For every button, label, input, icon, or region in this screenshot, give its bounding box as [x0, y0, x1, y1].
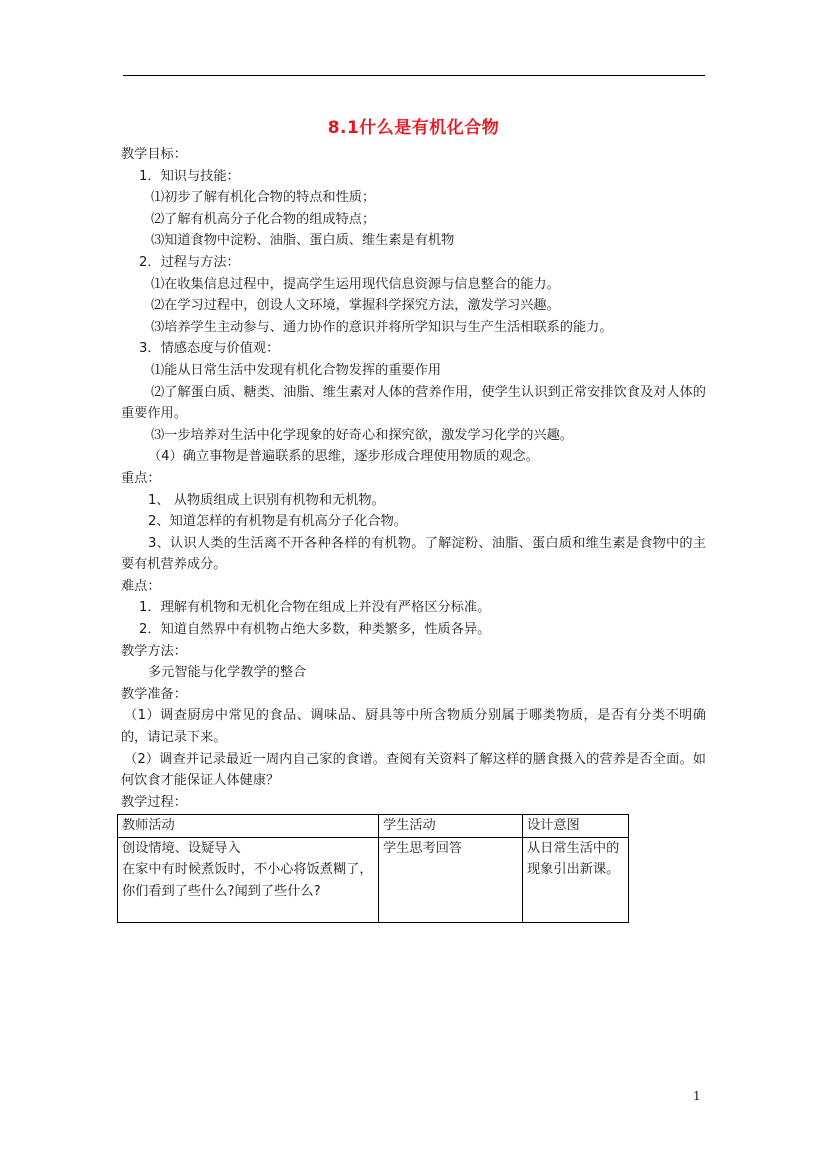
- process-item: ⑶培养学生主动参与、通力协作的意识并将所学知识与生产生活相联系的能力。: [151, 319, 613, 335]
- emotion-item: ⑵了解蛋白质、糖类、油脂、维生素对人体的营养作用，使学生认识到正常安排饮食及对人体的重要作用。: [121, 384, 706, 422]
- emotion-item: （4）确立事物是普遍联系的思维，逐步形成合理使用物质的观念。: [148, 449, 539, 465]
- key-point-item: 3、认识人类的生活离不开各种各样的有机物。了解淀粉、油脂、蛋白质和维生素是食物中的主要有机营养成分。: [121, 535, 706, 573]
- page-title: 8.1什么是有机化合物: [327, 118, 500, 138]
- student-activity-cell: 学生思考回答: [379, 837, 523, 922]
- difficulty-item: 2．知道自然界中有机物占绝大多数，种类繁多，性质各异。: [139, 622, 491, 638]
- document-body: [121, 144, 706, 813]
- difficulties-heading: 难点：: [121, 578, 161, 594]
- preparation-item: （2）调查并记录最近一周内自己家的食谱。查阅有关资料了解这样的膳食摄入的营养是否全面。如何饮食才能保证人体健康？: [121, 751, 706, 789]
- table-row: [118, 837, 629, 922]
- emotion-heading: 3．情感态度与价值观：: [139, 341, 280, 357]
- process-item: ⑵在学习过程中，创设人文环境，掌握科学探究方法，激发学习兴趣。: [151, 298, 560, 314]
- table-header-row: [118, 815, 629, 838]
- key-points-heading: 重点：: [121, 470, 161, 486]
- emotion-item: ⑶一步培养对生活中化学现象的好奇心和探究欲，激发学习化学的兴趣。: [151, 427, 573, 443]
- teacher-activity-cell: [118, 837, 379, 922]
- knowledge-heading: 1．知识与技能：: [139, 168, 240, 184]
- teaching-process-table: [117, 814, 629, 923]
- key-point-item: 1、 从物质组成上识别有机物和无机物。: [148, 492, 385, 508]
- objectives-heading: 教学目标：: [121, 147, 187, 162]
- design-intent-cell: 从日常生活中的现象引出新课。: [523, 837, 629, 922]
- knowledge-item: ⑵了解有机高分子化合物的组成特点；: [151, 211, 376, 227]
- knowledge-item: ⑴初步了解有机化合物的特点和性质；: [151, 190, 376, 206]
- process-item: ⑴在收集信息过程中，提高学生运用现代信息资源与信息整合的能力。: [151, 276, 560, 292]
- methods-heading: 教学方法：: [121, 643, 187, 659]
- knowledge-item: ⑶知道食物中淀粉、油脂、蛋白质、维生素是有机物: [151, 233, 455, 249]
- emotion-item: ⑴能从日常生活中发现有机化合物发挥的重要作用: [151, 362, 442, 378]
- process-heading: 2．过程与方法：: [139, 254, 240, 270]
- key-point-item: 2、知道怎样的有机物是有机高分子化合物。: [148, 514, 407, 530]
- page-number: 1: [693, 1089, 701, 1103]
- column-header-teacher: 教师活动: [118, 815, 379, 838]
- preparation-item: （1）调查厨房中常见的食品、调味品、厨具等中所含物质分别属于哪类物质，是否有分类不明确的，请记录下来。: [121, 708, 706, 746]
- teacher-activity-title: 创设情境、设疑导入: [122, 840, 241, 856]
- column-header-intent: 设计意图: [523, 815, 629, 838]
- difficulty-item: 1．理解有机物和无机化合物在组成上并没有严格区分标准。: [139, 600, 491, 616]
- column-header-student: 学生活动: [379, 815, 523, 838]
- methods-text: 多元智能与化学教学的整合: [148, 665, 307, 681]
- procedure-heading: 教学过程：: [121, 794, 187, 810]
- preparation-heading: 教学准备：: [121, 686, 187, 702]
- header-rule: [123, 75, 705, 76]
- teacher-activity-text: 在家中有时候煮饭时，不小心将饭煮糊了，你们看到了些什么?闻到了些什么?: [122, 862, 373, 899]
